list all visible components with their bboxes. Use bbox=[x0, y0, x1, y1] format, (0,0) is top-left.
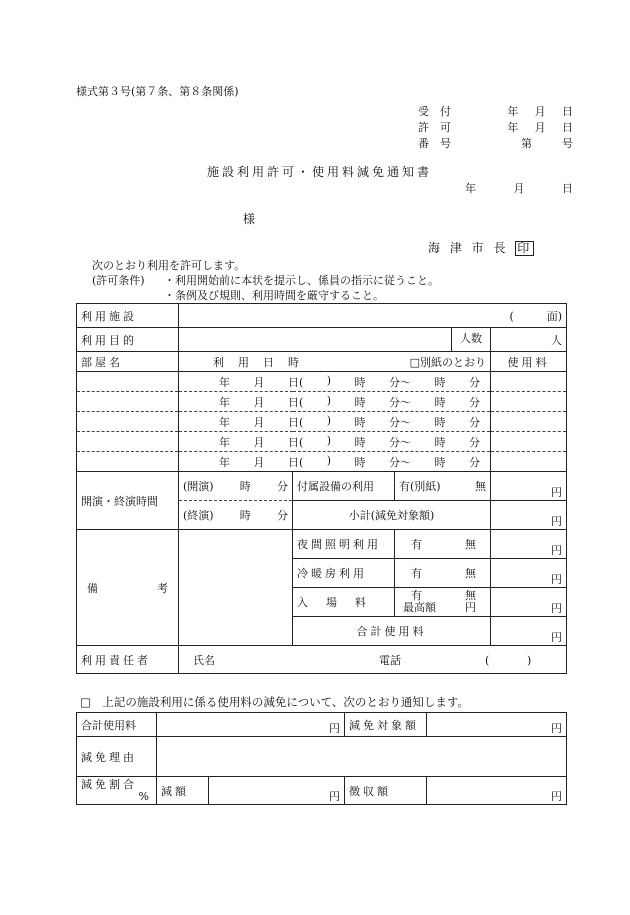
facility-label: 利用施設 bbox=[77, 304, 179, 328]
exemption-notice: □ 上記の施設利用に係る使用料の減免について、次のとおり通知します。 bbox=[80, 695, 469, 709]
heating-label: 冷暖房利用 bbox=[293, 559, 395, 588]
remarks-field[interactable] bbox=[179, 530, 293, 646]
document-title: 施設利用許可・使用料減免通知書 bbox=[207, 165, 433, 179]
close-time-field[interactable]: (終演) 時 分 bbox=[179, 501, 293, 530]
issuer-name: 海 津 市 長 印 bbox=[428, 241, 533, 255]
exemption-target-label: 減免対象額 bbox=[345, 713, 427, 737]
total-fee[interactable]: 円 bbox=[491, 617, 567, 646]
condition-item-2: ・条例及び規則、利用時間を厳守すること。 bbox=[164, 289, 384, 302]
separate-sheet-checkbox[interactable]: □別紙のとおり bbox=[409, 355, 486, 369]
heating-fee[interactable]: 円 bbox=[491, 559, 567, 588]
collection-field[interactable]: 円 bbox=[427, 777, 567, 805]
people-label: 人数 bbox=[451, 328, 490, 351]
admission-fee[interactable]: 円 bbox=[491, 588, 567, 617]
facility-field[interactable]: ( 面) bbox=[179, 304, 567, 328]
datetime-header: 利用日時 □別紙のとおり bbox=[179, 352, 491, 372]
people-field[interactable]: 人 bbox=[491, 328, 567, 352]
admission-options[interactable]: 有 無 最高額 円 bbox=[395, 588, 491, 617]
night-light-fee[interactable]: 円 bbox=[491, 530, 567, 559]
heating-options[interactable]: 有 無 bbox=[395, 559, 491, 588]
responsible-field[interactable]: 氏名 電話 ( ) bbox=[179, 646, 567, 674]
percent-symbol: % bbox=[138, 789, 152, 803]
permit-row: 許 可 年 月 日 bbox=[418, 121, 573, 134]
datetime-row-1[interactable]: 年 月 日( ) 時 分〜 時 分 bbox=[179, 372, 491, 392]
room-field-4[interactable] bbox=[77, 432, 179, 452]
remarks-label: 備 考 bbox=[77, 530, 179, 646]
collection-label: 徴収額 bbox=[345, 777, 427, 805]
fee-field-4[interactable] bbox=[491, 432, 567, 452]
equipment-fee[interactable]: 円 bbox=[491, 472, 567, 501]
night-light-label: 夜間照明利用 bbox=[293, 530, 395, 559]
seal-stamp: 印 bbox=[517, 241, 533, 255]
room-label: 部屋名 bbox=[77, 352, 179, 372]
conditions-label: (許可条件) bbox=[92, 274, 145, 287]
equipment-options[interactable]: 有(別紙) 無 bbox=[395, 472, 491, 501]
condition-item-1: ・利用開始前に本状を提示し、係員の指示に従うこと。 bbox=[164, 274, 439, 287]
datetime-row-3[interactable]: 年 月 日( ) 時 分〜 時 分 bbox=[179, 412, 491, 432]
room-field-5[interactable] bbox=[77, 452, 179, 472]
admission-label: 入場料 bbox=[293, 588, 395, 617]
exemption-total-label: 合計使用料 bbox=[77, 713, 157, 737]
issue-date: 年 月 日 bbox=[465, 182, 573, 195]
exemption-total-field[interactable]: 円 bbox=[157, 713, 345, 737]
intro-text: 次のとおり利用を許可します。 bbox=[92, 259, 246, 272]
night-light-options[interactable]: 有 無 bbox=[395, 530, 491, 559]
datetime-row-2[interactable]: 年 月 日( ) 時 分〜 時 分 bbox=[179, 392, 491, 412]
exemption-rate-label: 減免割合 % bbox=[77, 777, 157, 805]
performance-label: 開演・終演時間 bbox=[77, 472, 179, 530]
form-number: 様式第３号(第７条、第８条関係) bbox=[76, 85, 239, 98]
room-field-1[interactable] bbox=[77, 372, 179, 392]
reception-row: 受 付 年 月 日 bbox=[418, 105, 573, 118]
purpose-field[interactable] bbox=[179, 328, 491, 352]
phone-label: 電話 bbox=[379, 653, 401, 667]
subtotal-label: 小計(減免対象額) bbox=[293, 501, 491, 530]
reduction-field[interactable]: 円 bbox=[209, 777, 345, 805]
reduction-label: 減額 bbox=[157, 777, 209, 805]
exemption-table bbox=[76, 712, 567, 805]
addressee-suffix: 様 bbox=[243, 212, 256, 226]
exemption-reason-label: 減免理由 bbox=[77, 737, 157, 777]
open-time-field[interactable]: (開演) 時 分 bbox=[179, 472, 293, 501]
room-field-3[interactable] bbox=[77, 412, 179, 432]
exemption-reason-field[interactable] bbox=[157, 737, 567, 777]
usage-table bbox=[76, 303, 567, 674]
datetime-row-5[interactable]: 年 月 日( ) 時 分〜 時 分 bbox=[179, 452, 491, 472]
purpose-label: 利用目的 bbox=[77, 328, 179, 352]
fee-label: 使用料 bbox=[491, 352, 567, 372]
datetime-row-4[interactable]: 年 月 日( ) 時 分〜 時 分 bbox=[179, 432, 491, 452]
name-label: 氏名 bbox=[193, 653, 215, 667]
responsible-label: 利用責任者 bbox=[77, 646, 179, 674]
fee-field-5[interactable] bbox=[491, 452, 567, 472]
number-row: 番 号 第 号 bbox=[418, 137, 573, 150]
exemption-target-field[interactable]: 円 bbox=[427, 713, 567, 737]
permit-label: 許 可 bbox=[418, 121, 451, 134]
equipment-label: 付属設備の利用 bbox=[293, 472, 395, 501]
fee-field-1[interactable] bbox=[491, 372, 567, 392]
fee-field-3[interactable] bbox=[491, 412, 567, 432]
reception-label: 受 付 bbox=[418, 105, 451, 118]
number-label: 番 号 bbox=[418, 137, 451, 150]
fee-field-2[interactable] bbox=[491, 392, 567, 412]
total-fee-label: 合計使用料 bbox=[293, 617, 491, 646]
room-field-2[interactable] bbox=[77, 392, 179, 412]
subtotal-fee[interactable]: 円 bbox=[491, 501, 567, 530]
